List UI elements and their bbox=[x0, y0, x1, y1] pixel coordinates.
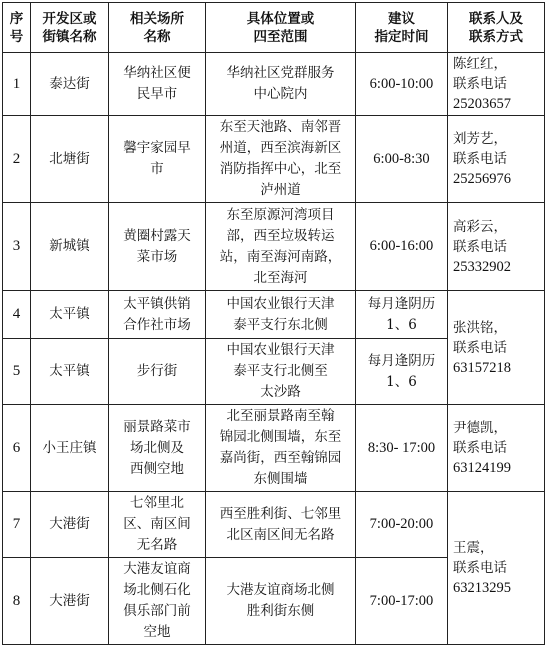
cell-venue: 丽景路菜市 场北侧及 西侧空地 bbox=[109, 405, 206, 492]
cell-seq: 8 bbox=[3, 558, 31, 645]
contact-phone: 63157218 bbox=[453, 359, 511, 376]
cell-contact bbox=[448, 203, 545, 291]
cell-seq: 4 bbox=[3, 291, 31, 339]
cell-seq: 2 bbox=[3, 116, 31, 203]
cell-district: 大港街 bbox=[31, 558, 109, 645]
cell-time: 6:00-10:00 bbox=[356, 53, 448, 116]
cell-contact bbox=[448, 53, 545, 116]
cell-location: 东至原源河湾项目 部，西至垃圾转运 站，南至海河南路， 北至海河 bbox=[206, 203, 356, 291]
cell-district: 小王庄镇 bbox=[31, 405, 109, 492]
cell-time: 8:30- 17:00 bbox=[356, 405, 448, 492]
cell-location: 北至丽景路南至翰 锦园北侧围墙，东至 嘉尚街，西至翰锦园 东侧围墙 bbox=[206, 405, 356, 492]
cell-location: 中国农业银行天津 泰平支行北侧至 太沙路 bbox=[206, 339, 356, 405]
contact-label: 联系电话 bbox=[453, 440, 507, 456]
cell-venue: 七邻里北 区、南区间 无名路 bbox=[109, 492, 206, 558]
cell-seq: 5 bbox=[3, 339, 31, 405]
contact-name: 陈红红， bbox=[453, 56, 507, 72]
table-row bbox=[3, 53, 545, 116]
cell-venue: 馨宇家园早 市 bbox=[109, 116, 206, 203]
cell-time: 每月逢阴历 1、6 bbox=[356, 291, 448, 339]
contact-name: 刘芳艺， bbox=[453, 131, 507, 147]
cell-location: 东至天池路、南邻晋 州道，西至滨海新区 消防指挥中心，北至 泸州道 bbox=[206, 116, 356, 203]
cell-venue: 步行街 bbox=[109, 339, 206, 405]
contact-label: 联系电话 bbox=[453, 76, 507, 92]
cell-district: 大港街 bbox=[31, 492, 109, 558]
contact-label: 联系电话 bbox=[453, 560, 507, 576]
cell-time: 6:00-16:00 bbox=[356, 203, 448, 291]
table-header-row bbox=[3, 3, 545, 53]
header-seq: 序 号 bbox=[3, 3, 31, 53]
cell-location: 中国农业银行天津 泰平支行东北侧 bbox=[206, 291, 356, 339]
contact-label: 联系电话 bbox=[453, 151, 507, 167]
cell-location: 西至胜利街、七邻里 北区南区间无名路 bbox=[206, 492, 356, 558]
cell-seq: 1 bbox=[3, 53, 31, 116]
table-row bbox=[3, 116, 545, 203]
cell-contact bbox=[448, 116, 545, 203]
contact-phone: 25256976 bbox=[453, 171, 511, 187]
cell-location: 大港友谊商场北侧 胜利街东侧 bbox=[206, 558, 356, 645]
contact-label: 联系电话 bbox=[453, 339, 507, 356]
header-venue: 相关场所 名称 bbox=[109, 3, 206, 53]
cell-district: 泰达街 bbox=[31, 53, 109, 116]
contact-name: 张洪铭， bbox=[453, 319, 507, 336]
header-contact: 联系人及 联系方式 bbox=[448, 3, 545, 53]
cell-location: 华纳社区党群服务 中心院内 bbox=[206, 53, 356, 116]
cell-time: 每月逢阴历 1、6 bbox=[356, 339, 448, 405]
cell-time: 6:00-8:30 bbox=[356, 116, 448, 203]
header-district: 开发区或 街镇名称 bbox=[31, 3, 109, 53]
table-row bbox=[3, 291, 545, 339]
contact-phone: 63124199 bbox=[453, 460, 511, 476]
cell-contact-shared bbox=[448, 291, 545, 405]
contact-phone: 25203657 bbox=[453, 96, 511, 112]
cell-time: 7:00-17:00 bbox=[356, 558, 448, 645]
contact-name: 王震， bbox=[453, 540, 494, 556]
cell-seq: 3 bbox=[3, 203, 31, 291]
cell-seq: 7 bbox=[3, 492, 31, 558]
cell-district: 太平镇 bbox=[31, 339, 109, 405]
cell-time: 7:00-20:00 bbox=[356, 492, 448, 558]
cell-contact-shared bbox=[448, 492, 545, 645]
cell-district: 北塘街 bbox=[31, 116, 109, 203]
contact-name: 尹德凯， bbox=[453, 420, 507, 436]
cell-venue: 太平镇供销 合作社市场 bbox=[109, 291, 206, 339]
contact-name: 高彩云， bbox=[453, 218, 507, 235]
header-location: 具体位置或 四至范围 bbox=[206, 3, 356, 53]
contact-label: 联系电话 bbox=[453, 238, 507, 255]
contact-phone: 63213295 bbox=[453, 580, 511, 596]
cell-district: 太平镇 bbox=[31, 291, 109, 339]
table-row bbox=[3, 492, 545, 558]
cell-district: 新城镇 bbox=[31, 203, 109, 291]
cell-contact bbox=[448, 405, 545, 492]
table-row bbox=[3, 203, 545, 291]
cell-venue: 大港友谊商 场北侧石化 俱乐部门前 空地 bbox=[109, 558, 206, 645]
cell-venue: 华纳社区便 民早市 bbox=[109, 53, 206, 116]
cell-venue: 黄圈村露天 菜市场 bbox=[109, 203, 206, 291]
cell-seq: 6 bbox=[3, 405, 31, 492]
contact-phone: 25332902 bbox=[453, 258, 511, 275]
market-locations-table bbox=[2, 2, 545, 645]
header-time: 建议 指定时间 bbox=[356, 3, 448, 53]
table-row bbox=[3, 405, 545, 492]
